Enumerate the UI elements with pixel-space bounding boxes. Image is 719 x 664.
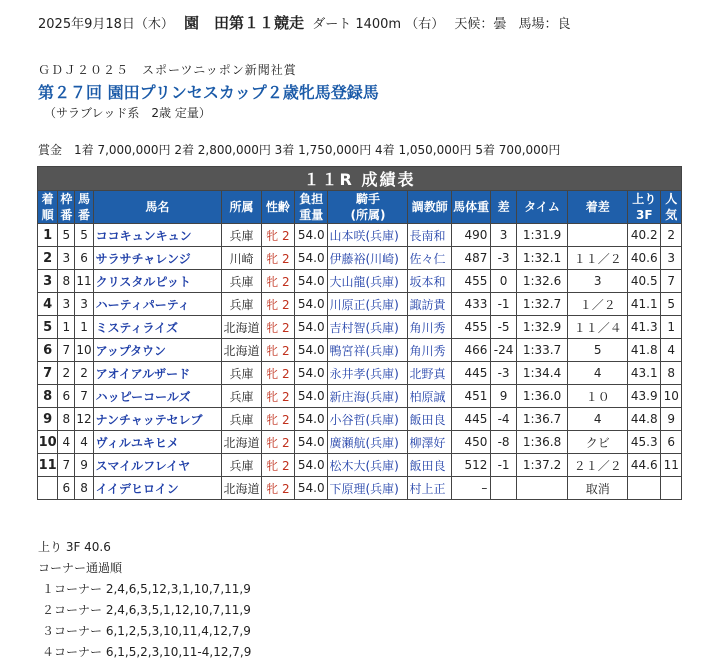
row-affil: 北海道 [222,339,261,362]
row-weight: 54.0 [295,454,328,477]
row-waku: 3 [58,293,75,316]
results-table [37,166,682,500]
row-waku: 8 [58,270,75,293]
race-number: 園 田第１１競走 [184,14,305,32]
row-pop: 7 [661,270,682,293]
row-waku: 7 [58,454,75,477]
row-sex-age: 牝 2 [261,477,294,500]
table-row [38,247,682,270]
row-pop [661,477,682,500]
row-diff: -4 [491,408,516,431]
row-waku: 5 [58,224,75,247]
horse-name-link[interactable]: イイデヒロイン [93,477,222,500]
row-last3f: 40.5 [628,270,661,293]
table-row [38,385,682,408]
row-bodyweight: 487 [451,247,490,270]
col-diff: 差 [491,191,516,224]
col-pop: 人 気 [661,191,682,224]
jockey-link[interactable]: 廣瀬航(兵庫) [328,431,408,454]
horse-name-link[interactable]: ハーティパーティ [93,293,222,316]
row-pop: 3 [661,247,682,270]
row-last3f: 44.6 [628,454,661,477]
jockey-link[interactable]: 新庄海(兵庫) [328,385,408,408]
row-last3f: 40.2 [628,224,661,247]
row-margin: １／２ [568,293,628,316]
trainer-link[interactable]: 柏原誠 [408,385,452,408]
row-bodyweight: 451 [451,385,490,408]
row-last3f: 41.3 [628,316,661,339]
row-affil: 兵庫 [222,293,261,316]
row-num: 10 [75,339,93,362]
row-sex-age: 牝 2 [261,362,294,385]
table-row [38,339,682,362]
row-num: 6 [75,247,93,270]
row-num: 5 [75,224,93,247]
jockey-link[interactable]: 大山龍(兵庫) [328,270,408,293]
table-row [38,431,682,454]
row-waku: 7 [58,339,75,362]
jockey-link[interactable]: 小谷哲(兵庫) [328,408,408,431]
sponsor-line: ＧＤＪ２０２５ スポーツニッポン新聞社賞 [38,63,297,77]
row-margin: １１／４ [568,316,628,339]
row-bodyweight: 490 [451,224,490,247]
col-weight: 負担 重量 [295,191,328,224]
row-num: 11 [75,270,93,293]
row-rank: 11 [38,454,58,477]
row-last3f: 44.8 [628,408,661,431]
jockey-link[interactable]: 吉村智(兵庫) [328,316,408,339]
col-waku: 枠 番 [58,191,75,224]
race-date: 2025年9月18日（木） [38,17,174,32]
row-num: 12 [75,408,93,431]
race-track: 馬場：良 [518,17,571,32]
row-pop: 4 [661,339,682,362]
row-sex-age: 牝 2 [261,293,294,316]
row-diff: 9 [491,385,516,408]
row-diff: -3 [491,362,516,385]
row-bodyweight: 466 [451,339,490,362]
corner-2: ２コーナー 2,4,6,3,5,1,12,10,7,11,9 [42,603,251,617]
col-last3f: 上り 3F [628,191,661,224]
trainer-link[interactable]: 飯田良 [408,408,452,431]
horse-name-link[interactable]: クリスタルピット [93,270,222,293]
row-diff: -1 [491,293,516,316]
row-sex-age: 牝 2 [261,316,294,339]
row-pop: 11 [661,454,682,477]
jockey-link[interactable]: 川原正(兵庫) [328,293,408,316]
row-affil: 北海道 [222,316,261,339]
jockey-link[interactable]: 松木大(兵庫) [328,454,408,477]
row-margin: 5 [568,339,628,362]
trainer-link[interactable]: 坂本和 [408,270,452,293]
horse-name-link[interactable]: アオイアルザード [93,362,222,385]
table-header-row [38,191,682,224]
jockey-link[interactable]: 永井孝(兵庫) [328,362,408,385]
horse-name-link[interactable]: ナンチャッテセレブ [93,408,222,431]
corner-title: コーナー通過順 [38,561,123,575]
row-time: 1:32.1 [516,247,568,270]
row-diff: -3 [491,247,516,270]
col-affil: 所属 [222,191,261,224]
row-margin: １１／２ [568,247,628,270]
table-row [38,270,682,293]
row-sex-age: 牝 2 [261,270,294,293]
row-rank: 5 [38,316,58,339]
jockey-link[interactable]: 山本咲(兵庫) [328,224,408,247]
trainer-link[interactable]: 諏訪貴 [408,293,452,316]
race-title: 第２７回 園田プリンセスカップ２歳牝馬登録馬 [38,83,379,102]
horse-name-link[interactable]: ヴィルユキヒメ [93,431,222,454]
row-last3f: 41.8 [628,339,661,362]
row-num: 7 [75,385,93,408]
row-weight: 54.0 [295,224,328,247]
table-row [38,454,682,477]
row-margin: 3 [568,270,628,293]
row-weight: 54.0 [295,431,328,454]
row-diff: 3 [491,224,516,247]
col-time: タイム [516,191,568,224]
row-num: 8 [75,477,93,500]
jockey-link[interactable]: 伊藤裕(川崎) [328,247,408,270]
trainer-link[interactable]: 村上正 [408,477,452,500]
row-time: 1:31.9 [516,224,568,247]
row-sex-age: 牝 2 [261,431,294,454]
row-time: 1:34.4 [516,362,568,385]
row-waku: 3 [58,247,75,270]
row-bodyweight: 455 [451,270,490,293]
row-margin: クビ [568,431,628,454]
col-trainer: 調教師 [408,191,452,224]
row-pop: 6 [661,431,682,454]
row-bodyweight: 512 [451,454,490,477]
row-waku: 1 [58,316,75,339]
table-row [38,293,682,316]
race-course: ダート 1400m （右） [312,17,445,32]
trainer-link[interactable]: 角川秀 [408,339,452,362]
row-sex-age: 牝 2 [261,224,294,247]
row-affil: 北海道 [222,431,261,454]
row-affil: 兵庫 [222,270,261,293]
row-weight: 54.0 [295,247,328,270]
row-last3f: 41.1 [628,293,661,316]
table-row [38,477,682,500]
row-affil: 兵庫 [222,454,261,477]
trainer-link[interactable]: 飯田良 [408,454,452,477]
table-row [38,408,682,431]
col-jockey: 騎手 (所属) [328,191,408,224]
row-pop: 1 [661,316,682,339]
row-rank [38,477,58,500]
row-weight: 54.0 [295,408,328,431]
horse-name-link[interactable]: アップタウン [93,339,222,362]
row-margin: １０ [568,385,628,408]
row-diff [491,477,516,500]
jockey-link[interactable]: 下原理(兵庫) [328,477,408,500]
prize-money: 賞金 1着 7,000,000円 2着 2,800,000円 3着 1,750,000円 4着 1,050,000円 5着 700,000円 [38,143,561,157]
horse-name-link[interactable]: ココキュンキュン [93,224,222,247]
row-time: 1:33.7 [516,339,568,362]
horse-name-link[interactable]: スマイルフレイヤ [93,454,222,477]
row-affil: 川崎 [222,247,261,270]
row-diff: -24 [491,339,516,362]
col-bodyweight: 馬体重 [451,191,490,224]
row-rank: 3 [38,270,58,293]
row-waku: 2 [58,362,75,385]
row-sex-age: 牝 2 [261,408,294,431]
table-row [38,224,682,247]
row-pop: 2 [661,224,682,247]
row-diff: -8 [491,431,516,454]
horse-name-link[interactable]: サラサチャレンジ [93,247,222,270]
row-bodyweight: 445 [451,408,490,431]
col-name: 馬名 [93,191,222,224]
row-pop: 5 [661,293,682,316]
row-affil: 兵庫 [222,224,261,247]
row-weight: 54.0 [295,270,328,293]
race-conditions: （サラブレッド系 2歳 定量） [44,106,211,120]
row-waku: 6 [58,477,75,500]
row-time: 1:32.7 [516,293,568,316]
row-sex-age: 牝 2 [261,454,294,477]
row-bodyweight: 450 [451,431,490,454]
row-diff: 0 [491,270,516,293]
row-rank: 6 [38,339,58,362]
row-pop: 10 [661,385,682,408]
row-margin: 4 [568,362,628,385]
row-waku: 4 [58,431,75,454]
table-row [38,362,682,385]
row-weight: 54.0 [295,293,328,316]
row-num: 9 [75,454,93,477]
row-bodyweight: – [451,477,490,500]
horse-name-link[interactable]: ハッピーコールズ [93,385,222,408]
row-rank: 1 [38,224,58,247]
row-weight: 54.0 [295,316,328,339]
row-num: 2 [75,362,93,385]
horse-name-link[interactable]: ミスティライズ [93,316,222,339]
table-caption: １１R 成績表 [38,167,682,191]
row-time: 1:36.0 [516,385,568,408]
row-last3f: 43.1 [628,362,661,385]
trainer-link[interactable]: 角川秀 [408,316,452,339]
row-time [516,477,568,500]
row-diff: -5 [491,316,516,339]
row-rank: 10 [38,431,58,454]
row-affil: 兵庫 [222,385,261,408]
row-last3f: 43.9 [628,385,661,408]
trainer-link[interactable]: 北野真 [408,362,452,385]
row-time: 1:37.2 [516,454,568,477]
race-weather: 天候：曇 [454,17,507,32]
row-margin: 4 [568,408,628,431]
corner-3: ３コーナー 6,1,2,5,3,10,11,4,12,7,9 [42,624,251,638]
row-time: 1:32.9 [516,316,568,339]
col-margin: 着差 [568,191,628,224]
row-last3f: 40.6 [628,247,661,270]
jockey-link[interactable]: 鴨宮祥(兵庫) [328,339,408,362]
row-num: 4 [75,431,93,454]
row-margin [568,224,628,247]
row-weight: 54.0 [295,385,328,408]
row-time: 1:32.6 [516,270,568,293]
last3f-summary: 上り 3F 40.6 [38,540,111,554]
col-num: 馬 番 [75,191,93,224]
row-weight: 54.0 [295,339,328,362]
row-margin: 取消 [568,477,628,500]
row-waku: 8 [58,408,75,431]
row-weight: 54.0 [295,362,328,385]
row-margin: ２１／２ [568,454,628,477]
row-time: 1:36.8 [516,431,568,454]
row-rank: 7 [38,362,58,385]
row-last3f [628,477,661,500]
trainer-link[interactable]: 長南和 [408,224,452,247]
row-pop: 9 [661,408,682,431]
row-waku: 6 [58,385,75,408]
row-weight: 54.0 [295,477,328,500]
col-sex: 性齢 [261,191,294,224]
trainer-link[interactable]: 柳澤好 [408,431,452,454]
col-rank: 着 順 [38,191,58,224]
row-affil: 兵庫 [222,408,261,431]
trainer-link[interactable]: 佐々仁 [408,247,452,270]
row-num: 1 [75,316,93,339]
row-num: 3 [75,293,93,316]
row-time: 1:36.7 [516,408,568,431]
row-rank: 8 [38,385,58,408]
row-diff: -1 [491,454,516,477]
row-sex-age: 牝 2 [261,247,294,270]
corner-1: １コーナー 2,4,6,5,12,3,1,10,7,11,9 [42,582,251,596]
row-rank: 9 [38,408,58,431]
row-bodyweight: 455 [451,316,490,339]
row-sex-age: 牝 2 [261,339,294,362]
row-rank: 4 [38,293,58,316]
row-affil: 兵庫 [222,362,261,385]
race-header [38,12,571,33]
row-last3f: 45.3 [628,431,661,454]
corner-4: ４コーナー 6,1,5,2,3,10,11-4,12,7,9 [42,645,252,659]
row-bodyweight: 433 [451,293,490,316]
row-bodyweight: 445 [451,362,490,385]
table-row [38,316,682,339]
row-affil: 北海道 [222,477,261,500]
row-sex-age: 牝 2 [261,385,294,408]
row-rank: 2 [38,247,58,270]
row-pop: 8 [661,362,682,385]
